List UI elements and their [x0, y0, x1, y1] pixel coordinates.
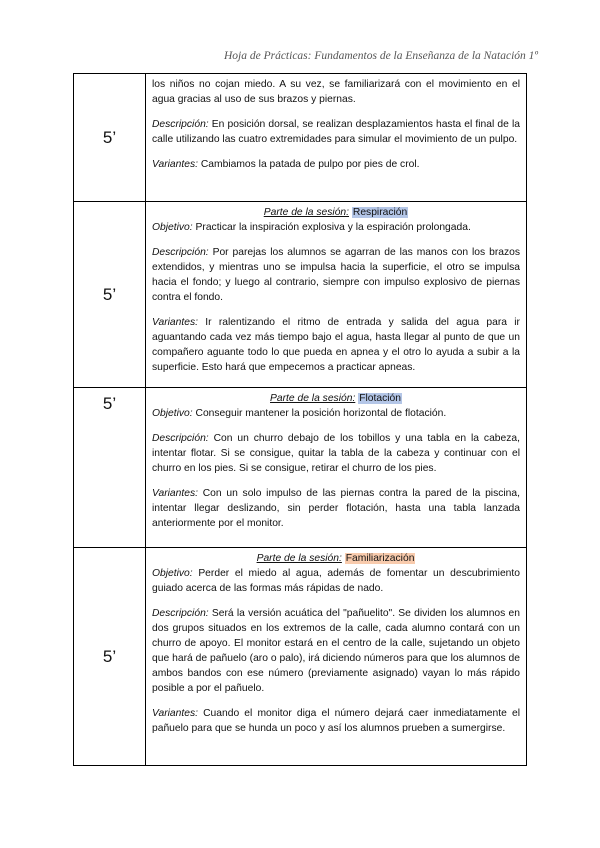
variants-paragraph — [152, 157, 520, 172]
description-paragraph — [152, 606, 520, 696]
variants-paragraph — [152, 486, 520, 531]
objective-paragraph — [152, 220, 520, 235]
objective-label: Objetivo: — [152, 408, 193, 419]
time-cell: 5’ — [74, 548, 146, 766]
variants-text: Cambiamos la patada de pulpo por pies de crol. — [200, 159, 420, 170]
variants-label: Variantes: — [152, 708, 198, 719]
description-label: Descripción: — [152, 119, 209, 130]
objective-paragraph — [152, 566, 520, 596]
table-row — [74, 202, 527, 388]
variants-text: Ir ralentizando el ritmo de entrada y salida del agua para ir aguantando cada vez más tiempo bajo el agua, hasta llegar al punto de que un compañero aguante todo lo que pueda en apnea y el otro lo ayuda a subir a la superficie. Esto hará que empecemos a practicar apneas. — [152, 317, 520, 373]
session-part-value: Familiarización — [345, 553, 415, 564]
objective-paragraph — [152, 406, 520, 421]
description-text: En posición dorsal, se realizan desplazamientos hasta el final de la calle utilizando las cuatro extremidades para simular el movimiento de un pulpo. — [152, 119, 520, 145]
variants-text: Cuando el monitor diga el número dejará caer inmediatamente el pañuelo para que se hunda un poco y así los alumnos prueben a sumergirse. — [152, 708, 520, 734]
session-part-label: Parte de la sesión: — [270, 393, 356, 404]
description-paragraph — [152, 117, 520, 147]
description-paragraph — [152, 245, 520, 305]
content-cell — [146, 548, 527, 766]
time-cell: 5’ — [74, 74, 146, 202]
session-part-heading — [152, 205, 520, 220]
objective-text: Conseguir mantener la posición horizontal de flotación. — [195, 408, 447, 419]
variants-label: Variantes: — [152, 159, 198, 170]
session-part-value: Flotación — [359, 393, 401, 404]
session-part-heading — [152, 391, 520, 406]
content-cell — [146, 202, 527, 388]
time-cell: 5’ — [74, 202, 146, 388]
table-row — [74, 74, 527, 202]
objective-text: Perder el miedo al agua, además de fomentar un descubrimiento guiado acerca de las formas más rápidas de nado. — [152, 568, 520, 594]
objective-label: Objetivo: — [152, 568, 193, 579]
variants-paragraph — [152, 706, 520, 736]
description-label: Descripción: — [152, 433, 209, 444]
objective-label: Objetivo: — [152, 222, 193, 233]
content-cell — [146, 74, 527, 202]
intro-text: los niños no cojan miedo. A su vez, se familiarizará con el movimiento en el agua gracias al uso de sus brazos y piernas. — [152, 79, 520, 105]
variants-paragraph — [152, 315, 520, 375]
description-text: Con un churro debajo de los tobillos y una tabla en la cabeza, intentar flotar. Si se consigue, quitar la tabla de la cabeza y continuar con el churro en los pies. Si se consigue, retirar el churro de los pies. — [152, 433, 520, 474]
description-label: Descripción: — [152, 608, 209, 619]
objective-text: Practicar la inspiración explosiva y la espiración prolongada. — [195, 222, 471, 233]
description-text: Por parejas los alumnos se agarran de las manos con los brazos extendidos, y mientras uno se impulsa hacia la superficie, el otro se impulsa hacia el fondo; y luego al contrario, siempre con impulso explosivo de piernas contra el fondo. — [152, 247, 520, 303]
table-row — [74, 548, 527, 766]
description-paragraph — [152, 431, 520, 476]
session-part-heading — [152, 551, 520, 566]
content-cell — [146, 388, 527, 548]
page-header: Hoja de Prácticas: Fundamentos de la Enseñanza de la Natación 1º — [223, 50, 538, 62]
session-part-label: Parte de la sesión: — [263, 207, 350, 218]
variants-label: Variantes: — [152, 488, 198, 499]
description-text: Será la versión acuática del "pañuelito". Se dividen los alumnos en dos grupos situados en los extremos de la calle, cada alumno contará con un churro de apoyo. El monitor estará en el centro de la calle, sujetando un objeto que hará de pañuelo (aro o palo), irá diciendo números para que los alumnos de ambos bandos con ese número (previamente asignado) vayan lo más rápido posible a por el pañuelo. — [152, 608, 520, 694]
variants-text: Con un solo impulso de las piernas contra la pared de la piscina, intentar llegar deslizando, sin perder flotación, hasta una tabla lanzada anteriormente por el monitor. — [152, 488, 520, 529]
time-cell: 5’ — [74, 388, 146, 548]
description-label: Descripción: — [152, 247, 209, 258]
variants-label: Variantes: — [152, 317, 198, 328]
table-row — [74, 388, 527, 548]
session-table — [73, 73, 527, 766]
session-part-label: Parte de la sesión: — [256, 553, 342, 564]
session-part-value: Respiración — [352, 207, 408, 218]
